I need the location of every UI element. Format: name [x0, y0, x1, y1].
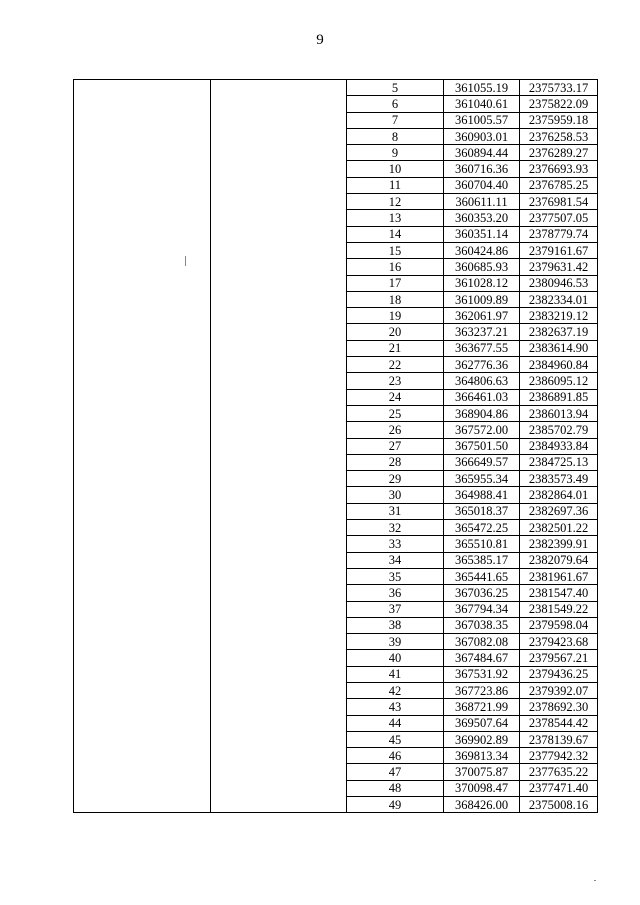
y-coordinate-cell: 2378779.74 [520, 226, 598, 242]
point-number-cell: 36 [347, 585, 444, 601]
x-coordinate-cell: 367501.50 [444, 438, 520, 454]
y-coordinate-cell: 2377507.05 [520, 210, 598, 226]
point-number-cell: 39 [347, 634, 444, 650]
x-coordinate-cell: 365472.25 [444, 520, 520, 536]
y-coordinate-cell: 2379392.07 [520, 682, 598, 698]
point-number-cell: 6 [347, 96, 444, 112]
y-coordinate-cell: 2378139.67 [520, 731, 598, 747]
point-number-cell: 24 [347, 389, 444, 405]
x-coordinate-cell: 361028.12 [444, 275, 520, 291]
point-number-cell: 18 [347, 291, 444, 307]
y-coordinate-cell: 2375733.17 [520, 80, 598, 96]
y-coordinate-cell: 2375822.09 [520, 96, 598, 112]
x-coordinate-cell: 363237.21 [444, 324, 520, 340]
y-coordinate-cell: 2382501.22 [520, 520, 598, 536]
x-coordinate-cell: 360685.93 [444, 259, 520, 275]
point-number-cell: 40 [347, 650, 444, 666]
y-coordinate-cell: 2375008.16 [520, 797, 598, 813]
x-coordinate-cell: 361055.19 [444, 80, 520, 96]
x-coordinate-cell: 367723.86 [444, 682, 520, 698]
y-coordinate-cell: 2380946.53 [520, 275, 598, 291]
point-number-cell: 46 [347, 748, 444, 764]
x-coordinate-cell: 361040.61 [444, 96, 520, 112]
y-coordinate-cell: 2384960.84 [520, 357, 598, 373]
y-coordinate-cell: 2381961.67 [520, 568, 598, 584]
x-coordinate-cell: 360903.01 [444, 128, 520, 144]
y-coordinate-cell: 2376289.27 [520, 145, 598, 161]
x-coordinate-cell: 360351.14 [444, 226, 520, 242]
point-number-cell: 11 [347, 177, 444, 193]
point-number-cell: 8 [347, 128, 444, 144]
point-number-cell: 38 [347, 617, 444, 633]
x-coordinate-cell: 360611.11 [444, 194, 520, 210]
x-coordinate-cell: 365441.65 [444, 568, 520, 584]
point-number-cell: 32 [347, 520, 444, 536]
y-coordinate-cell: 2383573.49 [520, 471, 598, 487]
y-coordinate-cell: 2379631.42 [520, 259, 598, 275]
y-coordinate-cell: 2377942.32 [520, 748, 598, 764]
y-coordinate-cell: 2377635.22 [520, 764, 598, 780]
x-coordinate-cell: 366461.03 [444, 389, 520, 405]
point-number-cell: 23 [347, 373, 444, 389]
y-coordinate-cell: 2382079.64 [520, 552, 598, 568]
x-coordinate-cell: 369902.89 [444, 731, 520, 747]
page-number: 9 [316, 32, 324, 48]
point-number-cell: 31 [347, 503, 444, 519]
x-coordinate-cell: 360716.36 [444, 161, 520, 177]
x-coordinate-cell: 362776.36 [444, 357, 520, 373]
point-number-cell: 33 [347, 536, 444, 552]
x-coordinate-cell: 367036.25 [444, 585, 520, 601]
point-number-cell: 37 [347, 601, 444, 617]
y-coordinate-cell: 2382697.36 [520, 503, 598, 519]
point-number-cell: 21 [347, 340, 444, 356]
x-coordinate-cell: 367794.34 [444, 601, 520, 617]
point-number-cell: 34 [347, 552, 444, 568]
y-coordinate-cell: 2386013.94 [520, 405, 598, 421]
point-number-cell: 19 [347, 308, 444, 324]
x-coordinate-cell: 367531.92 [444, 666, 520, 682]
x-coordinate-cell: 365018.37 [444, 503, 520, 519]
point-number-cell: 10 [347, 161, 444, 177]
point-number-cell: 9 [347, 145, 444, 161]
point-number-cell: 48 [347, 780, 444, 796]
y-coordinate-cell: 2386891.85 [520, 389, 598, 405]
point-number-cell: 12 [347, 194, 444, 210]
y-coordinate-cell: 2376693.93 [520, 161, 598, 177]
point-number-cell: 20 [347, 324, 444, 340]
x-coordinate-cell: 360704.40 [444, 177, 520, 193]
point-number-cell: 22 [347, 357, 444, 373]
x-coordinate-cell: 366649.57 [444, 454, 520, 470]
y-coordinate-cell: 2378544.42 [520, 715, 598, 731]
y-coordinate-cell: 2379161.67 [520, 242, 598, 258]
point-number-cell: 35 [347, 568, 444, 584]
point-number-cell: 27 [347, 438, 444, 454]
y-coordinate-cell: 2376258.53 [520, 128, 598, 144]
point-number-cell: 28 [347, 454, 444, 470]
point-number-cell: 7 [347, 112, 444, 128]
y-coordinate-cell: 2385702.79 [520, 422, 598, 438]
x-coordinate-cell: 367572.00 [444, 422, 520, 438]
point-number-cell: 42 [347, 682, 444, 698]
x-coordinate-cell: 370075.87 [444, 764, 520, 780]
point-number-cell: 15 [347, 242, 444, 258]
x-coordinate-cell: 360894.44 [444, 145, 520, 161]
x-coordinate-cell: 360353.20 [444, 210, 520, 226]
point-number-cell: 43 [347, 699, 444, 715]
point-number-cell: 41 [347, 666, 444, 682]
y-coordinate-cell: 2375959.18 [520, 112, 598, 128]
y-coordinate-cell: 2376785.25 [520, 177, 598, 193]
y-coordinate-cell: 2382399.91 [520, 536, 598, 552]
scan-speck [594, 880, 596, 881]
x-coordinate-cell: 365510.81 [444, 536, 520, 552]
x-coordinate-cell: 369507.64 [444, 715, 520, 731]
point-number-cell: 49 [347, 797, 444, 813]
x-coordinate-cell: 365955.34 [444, 471, 520, 487]
y-coordinate-cell: 2382334.01 [520, 291, 598, 307]
y-coordinate-cell: 2386095.12 [520, 373, 598, 389]
x-coordinate-cell: 367082.08 [444, 634, 520, 650]
x-coordinate-cell: 360424.86 [444, 242, 520, 258]
y-coordinate-cell: 2383614.90 [520, 340, 598, 356]
y-coordinate-cell: 2381547.40 [520, 585, 598, 601]
y-coordinate-cell: 2379567.21 [520, 650, 598, 666]
y-coordinate-cell: 2381549.22 [520, 601, 598, 617]
x-coordinate-cell: 368721.99 [444, 699, 520, 715]
y-coordinate-cell: 2384933.84 [520, 438, 598, 454]
y-coordinate-cell: 2382864.01 [520, 487, 598, 503]
y-coordinate-cell: 2377471.40 [520, 780, 598, 796]
coordinates-table-body [74, 80, 598, 813]
point-number-cell: 30 [347, 487, 444, 503]
x-coordinate-cell: 368426.00 [444, 797, 520, 813]
x-coordinate-cell: 361009.89 [444, 291, 520, 307]
blank-column-2 [211, 80, 347, 813]
y-coordinate-cell: 2379436.25 [520, 666, 598, 682]
x-coordinate-cell: 369813.34 [444, 748, 520, 764]
point-number-cell: 16 [347, 259, 444, 275]
point-number-cell: 25 [347, 405, 444, 421]
x-coordinate-cell: 365385.17 [444, 552, 520, 568]
x-coordinate-cell: 364988.41 [444, 487, 520, 503]
coordinates-table [73, 79, 598, 813]
x-coordinate-cell: 361005.57 [444, 112, 520, 128]
point-number-cell: 44 [347, 715, 444, 731]
x-coordinate-cell: 362061.97 [444, 308, 520, 324]
blank-column-1 [74, 80, 211, 813]
x-coordinate-cell: 367038.35 [444, 617, 520, 633]
x-coordinate-cell: 367484.67 [444, 650, 520, 666]
table-row [74, 80, 598, 96]
y-coordinate-cell: 2382637.19 [520, 324, 598, 340]
x-coordinate-cell: 363677.55 [444, 340, 520, 356]
point-number-cell: 26 [347, 422, 444, 438]
point-number-cell: 45 [347, 731, 444, 747]
y-coordinate-cell: 2379423.68 [520, 634, 598, 650]
scan-speck [185, 256, 186, 266]
y-coordinate-cell: 2378692.30 [520, 699, 598, 715]
y-coordinate-cell: 2384725.13 [520, 454, 598, 470]
point-number-cell: 47 [347, 764, 444, 780]
x-coordinate-cell: 364806.63 [444, 373, 520, 389]
point-number-cell: 29 [347, 471, 444, 487]
point-number-cell: 14 [347, 226, 444, 242]
point-number-cell: 5 [347, 80, 444, 96]
y-coordinate-cell: 2383219.12 [520, 308, 598, 324]
point-number-cell: 13 [347, 210, 444, 226]
x-coordinate-cell: 370098.47 [444, 780, 520, 796]
y-coordinate-cell: 2376981.54 [520, 194, 598, 210]
y-coordinate-cell: 2379598.04 [520, 617, 598, 633]
point-number-cell: 17 [347, 275, 444, 291]
x-coordinate-cell: 368904.86 [444, 405, 520, 421]
